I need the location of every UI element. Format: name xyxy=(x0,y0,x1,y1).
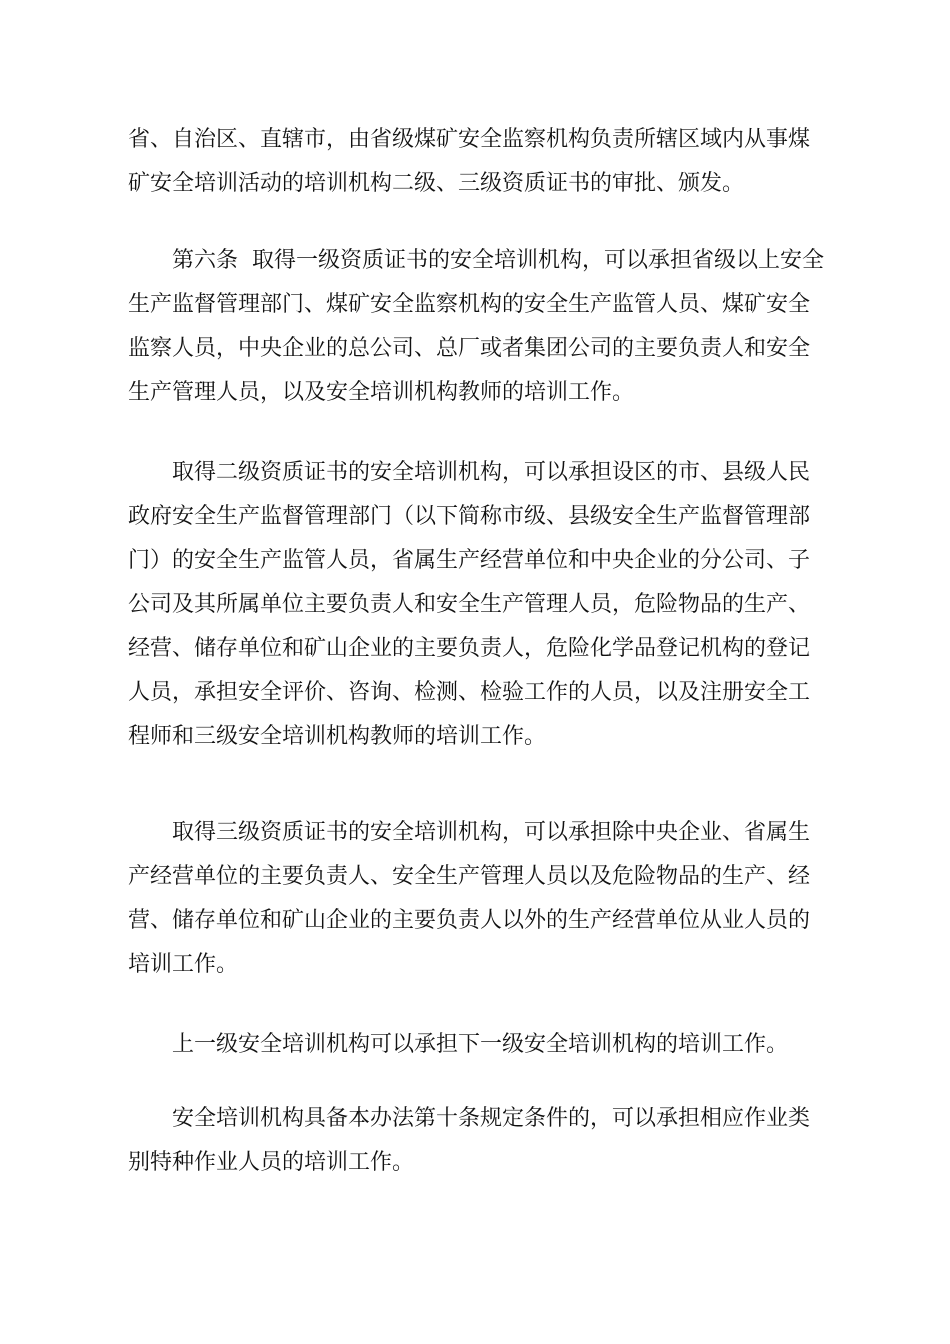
paragraph-line: 安全培训机构具备本办法第十条规定条件的，可以承担相应作业类 xyxy=(172,1106,811,1131)
paragraph-line: 产经营单位的主要负责人、安全生产管理人员以及危险物品的生产、经 xyxy=(128,864,811,889)
paragraph-line: 公司及其所属单位主要负责人和安全生产管理人员，危险物品的生产、 xyxy=(128,592,811,617)
paragraph-line: 省、自治区、直辖市，由省级煤矿安全监察机构负责所辖区域内从事煤 xyxy=(128,127,811,152)
paragraph-line: 监察人员，中央企业的总公司、总厂或者集团公司的主要负责人和安全 xyxy=(128,336,811,361)
paragraph-line: 培训工作。 xyxy=(128,952,239,977)
paragraph-level-2 xyxy=(128,451,828,759)
paragraph-line: 程师和三级安全培训机构教师的培训工作。 xyxy=(128,724,547,749)
paragraph-1 xyxy=(128,118,828,206)
paragraph-line: 生产监督管理部门、煤矿安全监察机构的安全生产监管人员、煤矿安全 xyxy=(128,292,811,317)
paragraph-line: 取得二级资质证书的安全培训机构，可以承担设区的市、县级人民 xyxy=(172,460,811,485)
paragraph-line: 政府安全生产监督管理部门（以下简称市级、县级安全生产监督管理部 xyxy=(128,504,811,529)
paragraph-line: 经营、储存单位和矿山企业的主要负责人，危险化学品登记机构的登记 xyxy=(128,636,811,661)
paragraph-special-operations xyxy=(128,1097,828,1185)
paragraph-line: 取得三级资质证书的安全培训机构，可以承担除中央企业、省属生 xyxy=(172,820,811,845)
paragraph-line: 门）的安全生产监管人员，省属生产经营单位和中央企业的分公司、子 xyxy=(128,548,811,573)
paragraph-line: 矿安全培训活动的培训机构二级、三级资质证书的审批、颁发。 xyxy=(128,171,745,196)
paragraph-level-3 xyxy=(128,811,828,987)
paragraph-upper-level xyxy=(128,1023,828,1067)
paragraph-line: 生产管理人员，以及安全培训机构教师的培训工作。 xyxy=(128,380,635,405)
paragraph-line: 别特种作业人员的培训工作。 xyxy=(128,1150,415,1175)
paragraph-line: 第六条 取得一级资质证书的安全培训机构，可以承担省级以上安全 xyxy=(172,248,824,273)
paragraph-line: 人员，承担安全评价、咨询、检测、检验工作的人员，以及注册安全工 xyxy=(128,680,811,705)
paragraph-line: 营、储存单位和矿山企业的主要负责人以外的生产经营单位从业人员的 xyxy=(128,908,811,933)
paragraph-line: 上一级安全培训机构可以承担下一级安全培训机构的培训工作。 xyxy=(172,1032,789,1057)
paragraph-article-6 xyxy=(128,239,828,415)
